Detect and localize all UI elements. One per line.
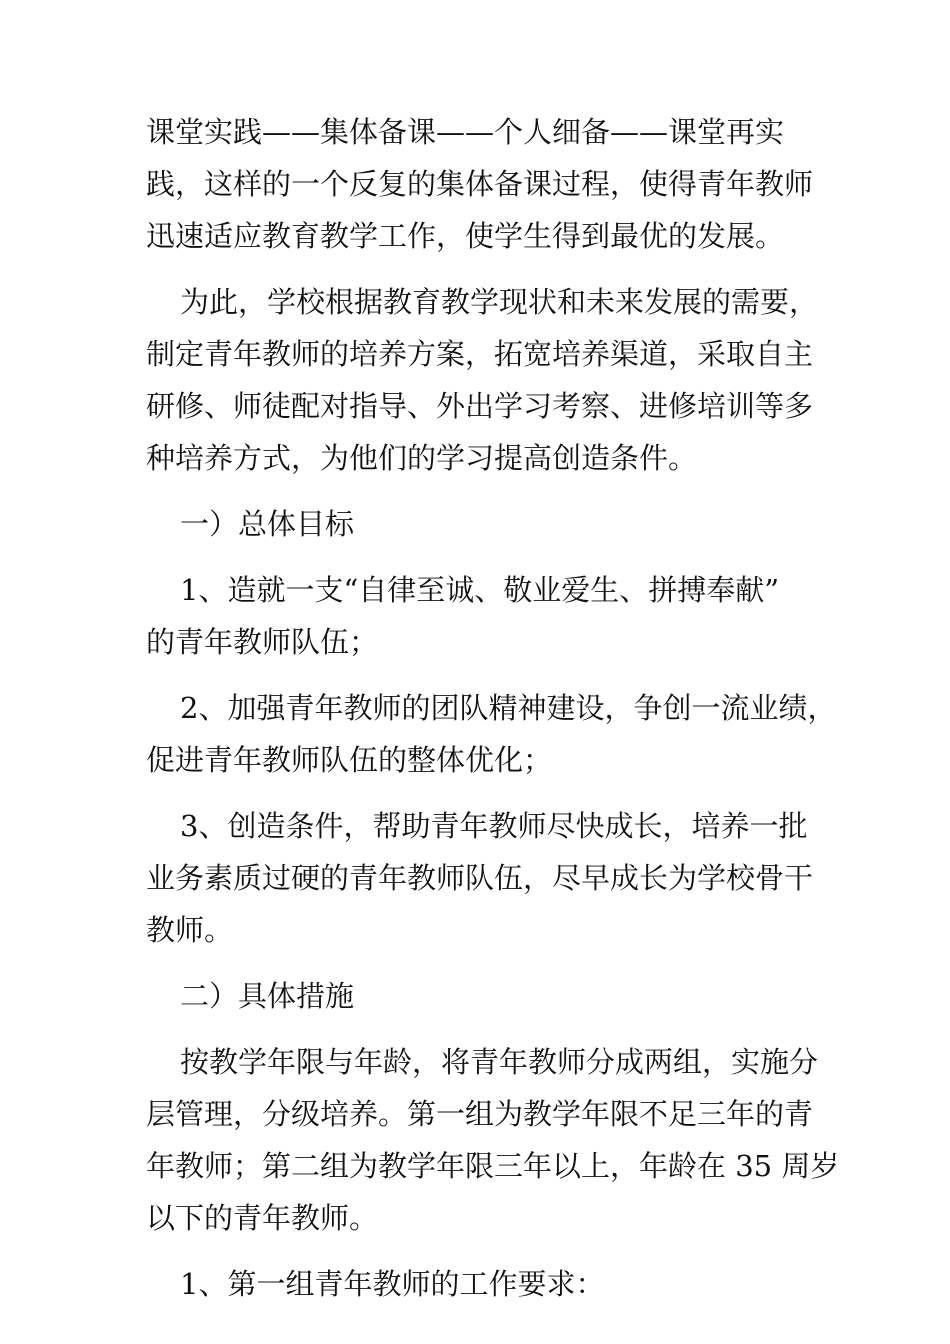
text-line: 1、造就一支“自律至诚、敬业爱生、拼搏奉献” [180,573,780,607]
section-heading-specific-measures [146,970,816,1022]
text-line: 1、第一组青年教师的工作要求： [180,1267,605,1301]
text-line: 二）具体措施 [180,979,355,1013]
text-line: 研修、师徒配对指导、外出学习考察、进修培训等多 [146,389,814,423]
text-line: 层管理，分级培养。第一组为教学年限不足三年的青 [146,1097,814,1131]
text-line: 按教学年限与年龄，将青年教师分成两组，实施分 [180,1045,819,1079]
section-heading-overall-goals [146,498,816,550]
text-line: 课堂实践——集体备课——个人细备——课堂再实 [146,115,785,149]
goal-item-2 [146,682,837,786]
text-line: 促进青年教师队伍的整体优化； [146,743,553,777]
text-line: 一）总体目标 [180,507,355,541]
text-line: 践，这样的一个反复的集体备课过程，使得青年教师 [146,167,814,201]
goal-item-3 [146,800,816,956]
document-body [146,106,840,1324]
paragraph-training-plan [146,276,819,484]
text-line: 3、创造条件，帮助青年教师尽快成长，培养一批 [180,809,808,843]
subheading-group-one-requirements [146,1258,816,1310]
text-line: 迅速适应教育教学工作，使学生得到最优的发展。 [146,219,785,253]
text-line: 年教师；第二组为教学年限三年以上，年龄在 35 周岁 [146,1149,840,1183]
text-line: 制定青年教师的培养方案，拓宽培养渠道，采取自主 [146,337,814,371]
text-line: 2、加强青年教师的团队精神建设，争创一流业绩， [180,691,837,725]
goal-item-1 [146,564,816,668]
text-line: 教师。 [146,913,234,947]
text-line: 种培养方式，为他们的学习提高创造条件。 [146,441,698,475]
text-line: 业务素质过硬的青年教师队伍，尽早成长为学校骨干 [146,861,814,895]
paragraph-collective-lesson-prep [146,106,816,262]
text-line: 为此，学校根据教育教学现状和未来发展的需要， [180,285,819,319]
text-line: 的青年教师队伍； [146,625,379,659]
paragraph-grouping [146,1036,840,1244]
text-line: 以下的青年教师。 [146,1201,379,1235]
